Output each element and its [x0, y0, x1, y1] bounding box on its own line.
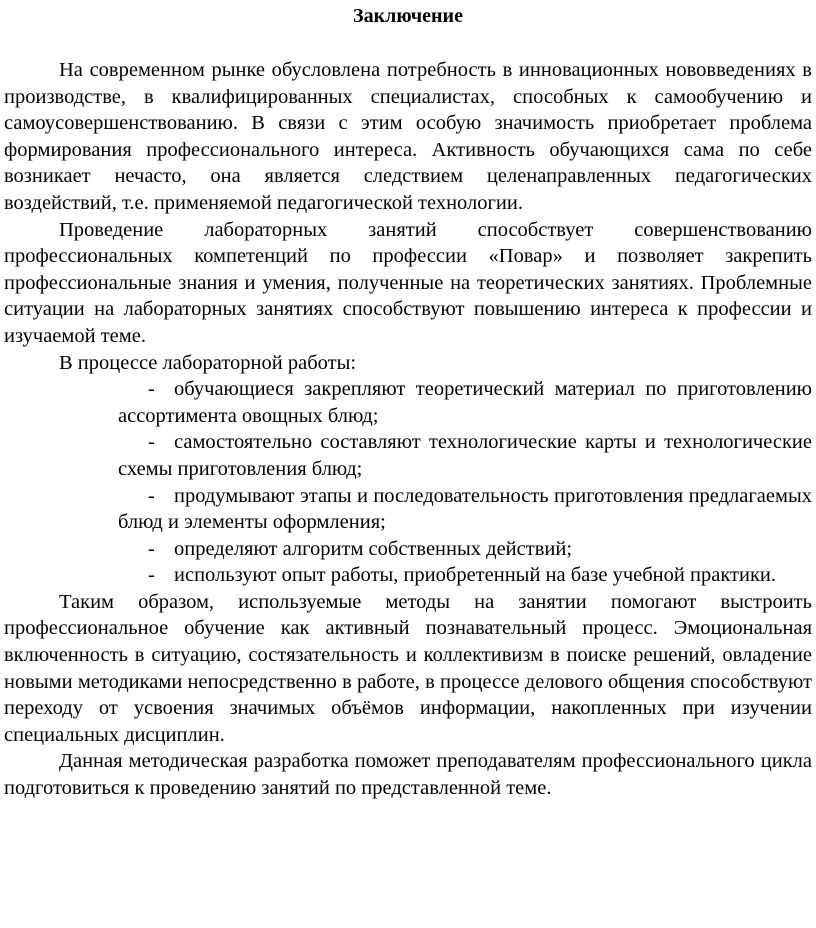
paragraph-final: Данная методическая разработка поможет преподавателям профессионального цикла подготовиться к проведению занятий по представленной теме. — [4, 750, 812, 800]
list-item-text: самостоятельно составляют технологические карты и технологические схемы приготовления блюд; — [118, 431, 812, 480]
document-title: Заключение — [353, 5, 463, 27]
list-dash: - — [148, 378, 155, 401]
lab-activities-list — [4, 376, 812, 589]
list-item-text: используют опыт работы, приобретенный на базе учебной практики. — [174, 564, 776, 587]
list-item-text: обучающиеся закрепляют теоретический материал по приготовлению ассортимента овощных блюд; — [118, 378, 812, 427]
list-item — [4, 376, 812, 429]
paragraph-conclusion: Таким образом, используемые методы на занятии помогают выстроить профессиональное обучение как активный познавательный процесс. Эмоциональная включенность в ситуацию, состязательность и коллективизм в поиске решений, овладение новыми методиками непосредственно в работе, в процессе делового общения способствуют переходу от усвоения значимых объёмов информации, накопленных при изучении специальных дисциплин. — [4, 590, 812, 746]
list-item-text: продумывают этапы и последовательность приготовления предлагаемых блюд и элементы оформления; — [118, 484, 812, 534]
list-item-text: определяют алгоритм собственных действий; — [174, 537, 573, 560]
paragraph-lab-work: Проведение лабораторных занятий способствует совершенствованию профессиональных компетенций по профессии «Повар» и позволяет закрепить профессиональные знания и умения, полученные на теоретических занятиях. Проблемные ситуации на лабораторных занятиях способствуют повышению интереса к профессии и изучаемой теме. — [4, 218, 812, 347]
paragraph-intro: На современном рынке обусловлена потребность в инновационных нововведениях в производстве, в квалифицированных специалистах, способных к самообучению и самоусовершенствованию. В связи с этим особую значимость приобретает проблема формирования профессионального интереса. Активность обучающихся сама по себе возникает нечасто, она является следствием целенаправленных педагогических воздействий, т.е. применяемой педагогической технологии. — [4, 59, 812, 214]
list-item — [4, 536, 812, 563]
paragraph-list-lead: В процессе лабораторной работы: — [59, 351, 357, 374]
list-dash: - — [148, 564, 155, 587]
list-dash: - — [148, 431, 155, 454]
list-item — [4, 562, 812, 589]
list-dash: - — [148, 484, 155, 507]
list-item — [4, 483, 812, 536]
list-dash: - — [148, 537, 155, 560]
list-item — [4, 429, 812, 482]
